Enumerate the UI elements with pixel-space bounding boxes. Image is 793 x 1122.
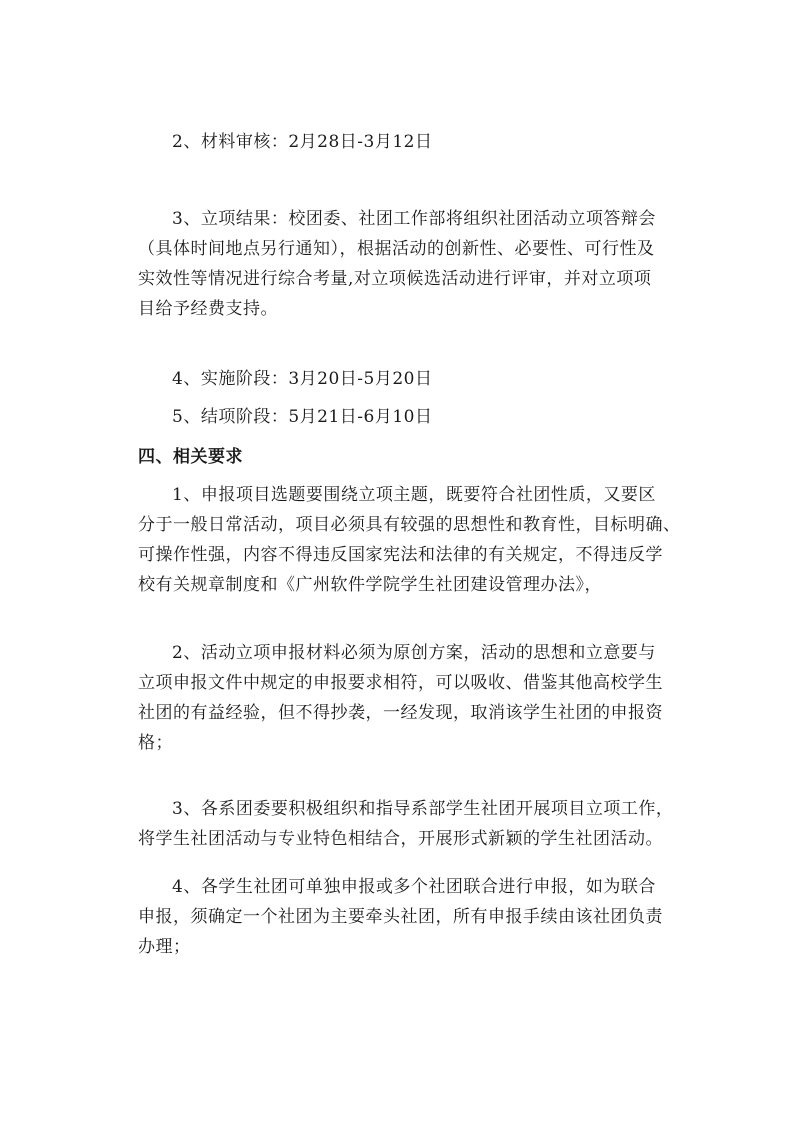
requirement-1 [138,480,681,600]
paragraph-line: 目给予经费支持。 [138,299,278,319]
paragraph-line: 立项申报文件中规定的申报要求相符，可以吸收、借鉴其他高校学生 [138,673,663,693]
requirement-4 [138,872,668,962]
paragraph-line: 1、申报项目选题要围绕立项主题，既要符合社团性质，又要区 [172,485,656,505]
paragraph-line: 申报，须确定一个社团为主要牵头社团，所有申报手续由该社团负责 [138,907,663,927]
schedule-item-closing [138,402,668,432]
paragraph-line: 社团的有益经验，但不得抄袭，一经发现，取消该学生社团的申报资 [138,703,663,723]
requirement-3 [138,794,674,854]
section-heading: 四、相关要求 [138,447,243,467]
paragraph-line: 2、材料审核：2月28日-3月12日 [172,132,433,152]
paragraph-line: 4、实施阶段：3月20日-5月20日 [172,369,433,389]
schedule-item-implementation [138,364,668,394]
paragraph-line: 分于一般日常活动，项目必须具有较强的思想性和教育性，目标明确、 [138,515,681,535]
paragraph-line: 4、各学生社团可单独申报或多个社团联合进行申报，如为联合 [172,877,656,897]
paragraph-line: 办理； [138,937,191,957]
paragraph-line: 5、结项阶段：5月21日-6月10日 [172,407,433,427]
paragraph-line: 校有关规章制度和《广州软件学院学生社团建设管理办法》， [138,575,602,595]
paragraph-line: 可操作性强，内容不得违反国家宪法和法律的有关规定，不得违反学 [138,545,663,565]
requirement-2 [138,638,668,758]
paragraph-line: 实效性等情况进行综合考量,对立项候选活动进行评审，并对立项项 [138,269,652,289]
paragraph-line: （具体时间地点另行通知），根据活动的创新性、必要性、可行性及 [138,239,655,259]
schedule-item-project-results [138,204,668,324]
paragraph-line: 将学生社团活动与专业特色相结合，开展形式新颖的学生社团活动。 [138,829,663,849]
paragraph-line: 3、各系团委要积极组织和指导系部学生社团开展项目立项工作， [172,799,674,819]
schedule-item-material-review [138,127,668,157]
paragraph-line: 格； [138,733,173,753]
paragraph-line: 3、立项结果：校团委、社团工作部将组织社团活动立项答辩会 [172,209,656,229]
paragraph-line: 2、活动立项申报材料必须为原创方案，活动的思想和立意要与 [172,643,656,663]
